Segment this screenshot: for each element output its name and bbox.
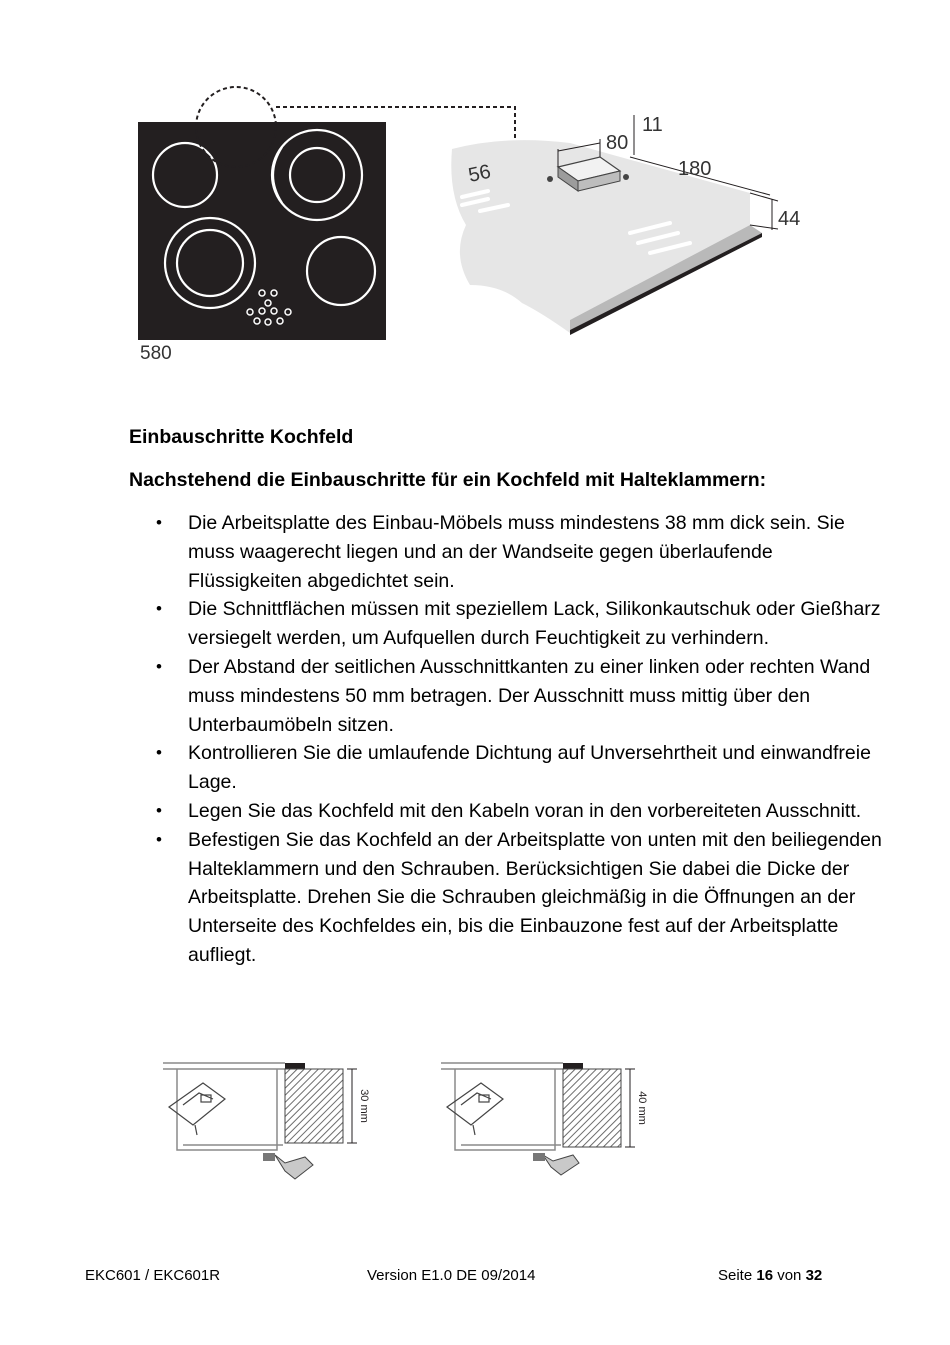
bullet-icon: • <box>156 656 162 676</box>
bullet-icon: • <box>156 743 162 763</box>
bullet-icon: • <box>156 599 162 619</box>
installation-steps-list <box>129 509 889 970</box>
dim-44-label: 44 <box>778 208 801 230</box>
dim-56-label: 56 <box>466 160 493 187</box>
dim-180-label: 180 <box>678 158 712 180</box>
bullet-icon: • <box>156 513 162 532</box>
list-item <box>129 653 889 739</box>
countertop-section <box>563 1069 621 1147</box>
page-current: 16 <box>756 1267 774 1284</box>
list-item <box>129 595 889 653</box>
page-total: 32 <box>805 1267 823 1284</box>
list-item-text: Die Schnittflächen müssen mit speziellem Lack, Silikonkautschuk oder Gießharz versiegelt werden, um Aufquellen durch Feuchtigkeit zu verhindern. <box>188 598 881 650</box>
dim-width-label: 580 <box>140 343 172 364</box>
list-item <box>129 739 889 797</box>
footer-version: Version E1.0 DE 09/2014 <box>367 1267 536 1284</box>
dim-11-label: 11 <box>642 114 663 136</box>
list-item-text: Der Abstand der seitlichen Ausschnittkanten zu einer linken oder rechten Wand muss mindestens 50 mm betragen. Der Ausschnitt muss mittig über den Unterbaumöbeln sitzen. <box>188 655 871 736</box>
section-heading: Einbauschritte Kochfeld <box>129 426 354 448</box>
list-item-text: Kontrollieren Sie die umlaufende Dichtung auf Unversehrtheit und einwandfreie Lage. <box>188 742 871 794</box>
clamp-detail-40mm <box>441 1063 648 1175</box>
bullet-icon: • <box>156 829 162 849</box>
clamp-installation-figure <box>155 1055 675 1190</box>
page-separator: von <box>773 1267 806 1284</box>
page-prefix: Seite <box>718 1267 757 1284</box>
list-item-text: Die Arbeitsplatte des Einbau-Möbels muss mindestens 38 mm dick sein. Sie muss waagerecht liegen und an der Wandseite gegen überlaufende Flüssigkeiten abgedichtet sein. <box>188 512 845 592</box>
section-subheading: Nachstehend die Einbauschritte für ein Kochfeld mit Halteklammern: <box>129 469 767 491</box>
list-item <box>129 826 889 970</box>
thickness-40mm-label: 40 mm <box>636 1091 648 1125</box>
list-item <box>129 509 889 595</box>
footer-model: EKC601 / EKC601R <box>85 1267 221 1284</box>
thickness-30mm-label: 30 mm <box>358 1089 370 1123</box>
clamp-detail-30mm <box>163 1063 370 1179</box>
hob-dimension-figure <box>130 85 810 375</box>
footer-page-number <box>718 1266 822 1286</box>
list-item-text: Befestigen Sie das Kochfeld an der Arbeitsplatte von unten mit den beiliegenden Halteklammern und den Schrauben. Berücksichtigen Sie dabei die Dicke der Arbeitsplatte. Drehen Sie die Schrauben gleichmäßig in die Öffnungen an der Unterseite des Kochfeldes ein, bis die Einbauzone fest auf der Arbeitsplatte aufliegt. <box>188 828 882 966</box>
dim-80-label: 80 <box>606 132 629 154</box>
list-item-text: Legen Sie das Kochfeld mit den Kabeln voran in den vorbereiteten Ausschnitt. <box>188 799 862 822</box>
list-item <box>129 797 889 826</box>
bullet-icon: • <box>156 800 162 820</box>
countertop-section <box>285 1069 343 1143</box>
